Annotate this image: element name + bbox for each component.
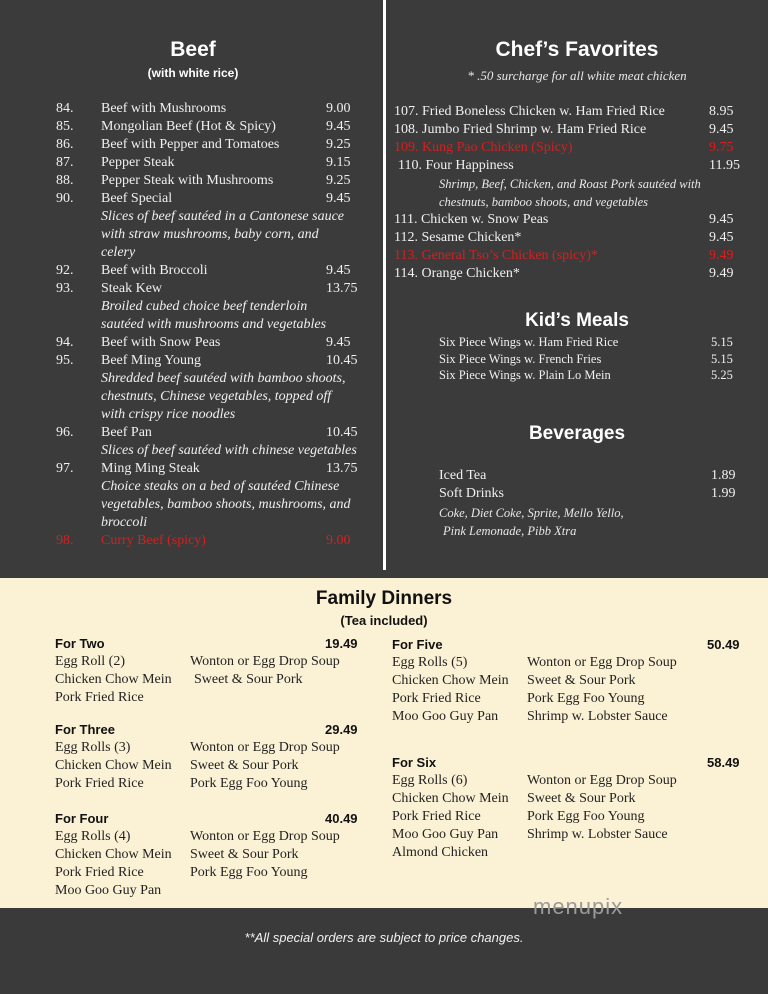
item-number: 95. — [56, 353, 74, 368]
family-five-price: 50.49 — [707, 637, 740, 652]
beverage-item — [439, 485, 739, 503]
chef-item — [394, 139, 744, 157]
item-price: 1.99 — [711, 486, 736, 501]
family-dish: Wonton or Egg Drop Soup — [190, 740, 340, 755]
item-description: with crispy rice noodles — [101, 407, 236, 422]
item-price: 5.25 — [711, 368, 733, 382]
item-number: 88. — [56, 173, 74, 188]
family-dish: Chicken Chow Mein — [392, 673, 509, 688]
beverages-title: Beverages — [528, 423, 626, 444]
item-name: Beef Pan — [101, 425, 152, 440]
item-name: Beef with Broccoli — [101, 263, 208, 278]
item-price: 8.95 — [709, 104, 734, 119]
beef-item — [56, 172, 366, 190]
item-number: 87. — [56, 155, 74, 170]
item-description: celery — [101, 245, 136, 260]
item-price: 5.15 — [711, 351, 733, 366]
item-price: 9.00 — [326, 101, 351, 116]
family-dish: Pork Egg Foo Young — [527, 691, 645, 706]
item-number: 85. — [56, 119, 74, 134]
item-description: chestnuts, bamboo shoots, and vegetables — [439, 195, 649, 209]
family-dish: Sweet & Sour Pork — [527, 673, 636, 688]
item-price: 9.45 — [709, 212, 734, 227]
family-dish: Egg Rolls (5) — [392, 655, 468, 670]
family-dish: Moo Goo Guy Pan — [392, 827, 499, 842]
item-name: 111. Chicken w. Snow Peas — [394, 212, 549, 227]
item-number: 97. — [56, 461, 74, 476]
beef-item — [56, 424, 366, 442]
item-description: with straw mushrooms, baby corn, and — [101, 227, 319, 242]
chef-note: * .50 surcharge for all white meat chicken — [467, 68, 687, 83]
item-number: 98. — [56, 533, 74, 548]
item-number: 84. — [56, 101, 74, 116]
family-three-title: For Three — [55, 722, 115, 737]
family-dish: Egg Rolls (6) — [392, 773, 468, 788]
family-dish: Pork Egg Foo Young — [190, 776, 308, 791]
kids-item — [439, 367, 739, 383]
item-price: 9.49 — [709, 248, 734, 263]
item-price: 13.75 — [326, 281, 358, 296]
family-dish: Wonton or Egg Drop Soup — [527, 773, 677, 788]
item-name: Beef with Mushrooms — [101, 101, 227, 116]
item-price: 9.49 — [709, 266, 734, 281]
beef-subtitle: (with white rice) — [147, 66, 239, 80]
item-name: 114. Orange Chicken* — [394, 266, 520, 281]
item-number: 90. — [56, 191, 74, 206]
family-dish: Sweet & Sour Pork — [190, 847, 299, 862]
item-name: 108. Jumbo Fried Shrimp w. Ham Fried Rice — [394, 122, 647, 137]
item-name: 113. General Tso’s Chicken (spicy)* — [394, 248, 598, 263]
item-price: 1.89 — [711, 468, 736, 483]
item-number: 92. — [56, 263, 74, 278]
beef-item — [56, 334, 366, 352]
family-dish: Chicken Chow Mein — [55, 758, 172, 773]
item-price: 13.75 — [326, 461, 358, 476]
family-dish: Chicken Chow Mein — [392, 791, 509, 806]
chef-title: Chef’s Favorites — [495, 38, 659, 61]
item-price: 9.25 — [326, 173, 351, 188]
item-name: Curry Beef (spicy) — [101, 533, 206, 548]
family-dish: Almond Chicken — [392, 845, 489, 860]
item-name: Ming Ming Steak — [101, 461, 200, 476]
beef-item — [56, 352, 366, 370]
chef-item — [394, 247, 744, 265]
family-dish: Wonton or Egg Drop Soup — [190, 654, 340, 669]
item-description: Slices of beef sautéed with chinese vegetables — [101, 443, 357, 458]
chef-item — [394, 121, 744, 139]
item-price: 10.45 — [326, 425, 358, 440]
family-dish: Pork Egg Foo Young — [527, 809, 645, 824]
chef-item — [394, 103, 744, 121]
kids-title: Kid’s Meals — [525, 310, 629, 331]
footer — [0, 908, 768, 994]
beef-item — [56, 190, 366, 208]
family-subtitle: (Tea included) — [340, 613, 428, 628]
item-description: Slices of beef sautéed in a Cantonese sauce — [101, 209, 344, 224]
family-dish: Pork Fried Rice — [392, 691, 481, 706]
family-dish: Chicken Chow Mein — [55, 672, 172, 687]
item-price: 9.25 — [326, 137, 351, 152]
family-dish: Egg Roll (2) — [55, 654, 125, 669]
item-price: 9.45 — [326, 263, 351, 278]
item-number: 86. — [56, 137, 74, 152]
item-price: 10.45 — [326, 353, 358, 368]
family-dish: Pork Fried Rice — [392, 809, 481, 824]
item-price: 9.45 — [709, 122, 734, 137]
family-dish: Pork Fried Rice — [55, 776, 144, 791]
item-name: 110. Four Happiness — [398, 158, 514, 173]
beef-item — [56, 136, 366, 154]
item-price: 9.45 — [326, 335, 351, 350]
item-name: Beef Ming Young — [101, 353, 201, 368]
family-dish: Pork Egg Foo Young — [190, 865, 308, 880]
family-two-title: For Two — [55, 636, 105, 651]
family-dish: Sweet & Sour Pork — [190, 758, 299, 773]
beef-item — [56, 460, 366, 478]
item-name: Pepper Steak — [101, 155, 175, 170]
family-title: Family Dinners — [315, 588, 453, 609]
item-name: 107. Fried Boneless Chicken w. Ham Fried Rice — [394, 104, 665, 119]
family-dish: Wonton or Egg Drop Soup — [190, 829, 340, 844]
beef-item — [56, 262, 366, 280]
kids-item — [439, 351, 739, 367]
footer-note: **All special orders are subject to price changes. — [244, 930, 524, 945]
item-price: 9.75 — [709, 140, 734, 155]
item-price: 9.00 — [326, 533, 351, 548]
beef-item — [56, 100, 366, 118]
beverages-desc-line: Coke, Diet Coke, Sprite, Mello Yello, — [439, 506, 624, 520]
column-divider — [383, 0, 386, 570]
item-description: sautéed with mushrooms and vegetables — [101, 317, 327, 332]
family-six-title: For Six — [392, 755, 437, 770]
family-dish: Chicken Chow Mein — [55, 847, 172, 862]
family-dish: Sweet & Sour Pork — [527, 791, 636, 806]
kids-item — [439, 334, 739, 350]
item-description: Choice steaks on a bed of sautéed Chinese — [101, 479, 340, 494]
family-dish: Sweet & Sour Pork — [194, 672, 303, 687]
family-four-title: For Four — [55, 811, 109, 826]
beverages-desc-line: Pink Lemonade, Pibb Xtra — [443, 524, 577, 538]
family-dish: Wonton or Egg Drop Soup — [527, 655, 677, 670]
item-name: 112. Sesame Chicken* — [394, 230, 522, 245]
beef-item — [56, 118, 366, 136]
family-dish: Moo Goo Guy Pan — [55, 883, 162, 898]
beverage-item — [439, 467, 739, 485]
item-name: Soft Drinks — [439, 486, 504, 501]
chef-item — [394, 229, 744, 247]
item-description: Shredded beef sautéed with bamboo shoots, — [101, 371, 346, 386]
item-number: 94. — [56, 335, 74, 350]
family-four-price: 40.49 — [325, 811, 358, 826]
item-price: 9.45 — [709, 230, 734, 245]
item-number: 93. — [56, 281, 74, 296]
item-name: Pepper Steak with Mushrooms — [101, 173, 274, 188]
item-name: Steak Kew — [101, 281, 163, 296]
item-price: 5.15 — [711, 335, 733, 349]
item-price: 9.15 — [326, 155, 351, 170]
family-six-price: 58.49 — [707, 755, 740, 770]
family-dish: Egg Rolls (4) — [55, 829, 131, 844]
item-name: Six Piece Wings w. Ham Fried Rice — [439, 335, 619, 349]
item-name: Mongolian Beef (Hot & Spicy) — [101, 119, 276, 134]
item-description: Broiled cubed choice beef tenderloin — [101, 299, 308, 314]
beef-item — [56, 280, 366, 298]
family-dish: Moo Goo Guy Pan — [392, 709, 499, 724]
item-description: broccoli — [101, 515, 148, 530]
beef-item — [56, 532, 366, 550]
item-description: vegetables, bamboo shoots, mushrooms, and — [101, 497, 351, 512]
item-name: 109. Kung Pao Chicken (Spicy) — [394, 140, 573, 155]
family-five-title: For Five — [392, 637, 443, 652]
item-price: 9.45 — [326, 119, 351, 134]
family-three-price: 29.49 — [325, 722, 358, 737]
item-name: Six Piece Wings w. Plain Lo Mein — [439, 368, 611, 382]
family-two-price: 19.49 — [325, 636, 358, 651]
item-name: Beef Special — [101, 191, 173, 206]
item-name: Iced Tea — [439, 468, 487, 483]
item-price: 9.45 — [326, 191, 351, 206]
item-name: Beef with Snow Peas — [101, 335, 221, 350]
family-dish: Egg Rolls (3) — [55, 740, 131, 755]
item-description: Shrimp, Beef, Chicken, and Roast Pork sautéed with — [439, 177, 701, 191]
family-dish: Shrimp w. Lobster Sauce — [527, 709, 668, 724]
beef-item — [56, 154, 366, 172]
family-dish: Pork Fried Rice — [55, 865, 144, 880]
family-dish: Shrimp w. Lobster Sauce — [527, 827, 668, 842]
beef-title: Beef — [170, 38, 216, 61]
chef-item — [394, 265, 744, 283]
item-name: Six Piece Wings w. French Fries — [439, 351, 602, 366]
item-name: Beef with Pepper and Tomatoes — [101, 137, 280, 152]
chef-item — [394, 211, 744, 229]
family-dish: Pork Fried Rice — [55, 690, 144, 705]
item-price: 11.95 — [709, 158, 740, 173]
chef-item — [398, 157, 748, 175]
item-number: 96. — [56, 425, 74, 440]
item-description: chestnuts, Chinese vegetables, topped off — [101, 389, 332, 404]
watermark: menupix — [533, 894, 624, 919]
